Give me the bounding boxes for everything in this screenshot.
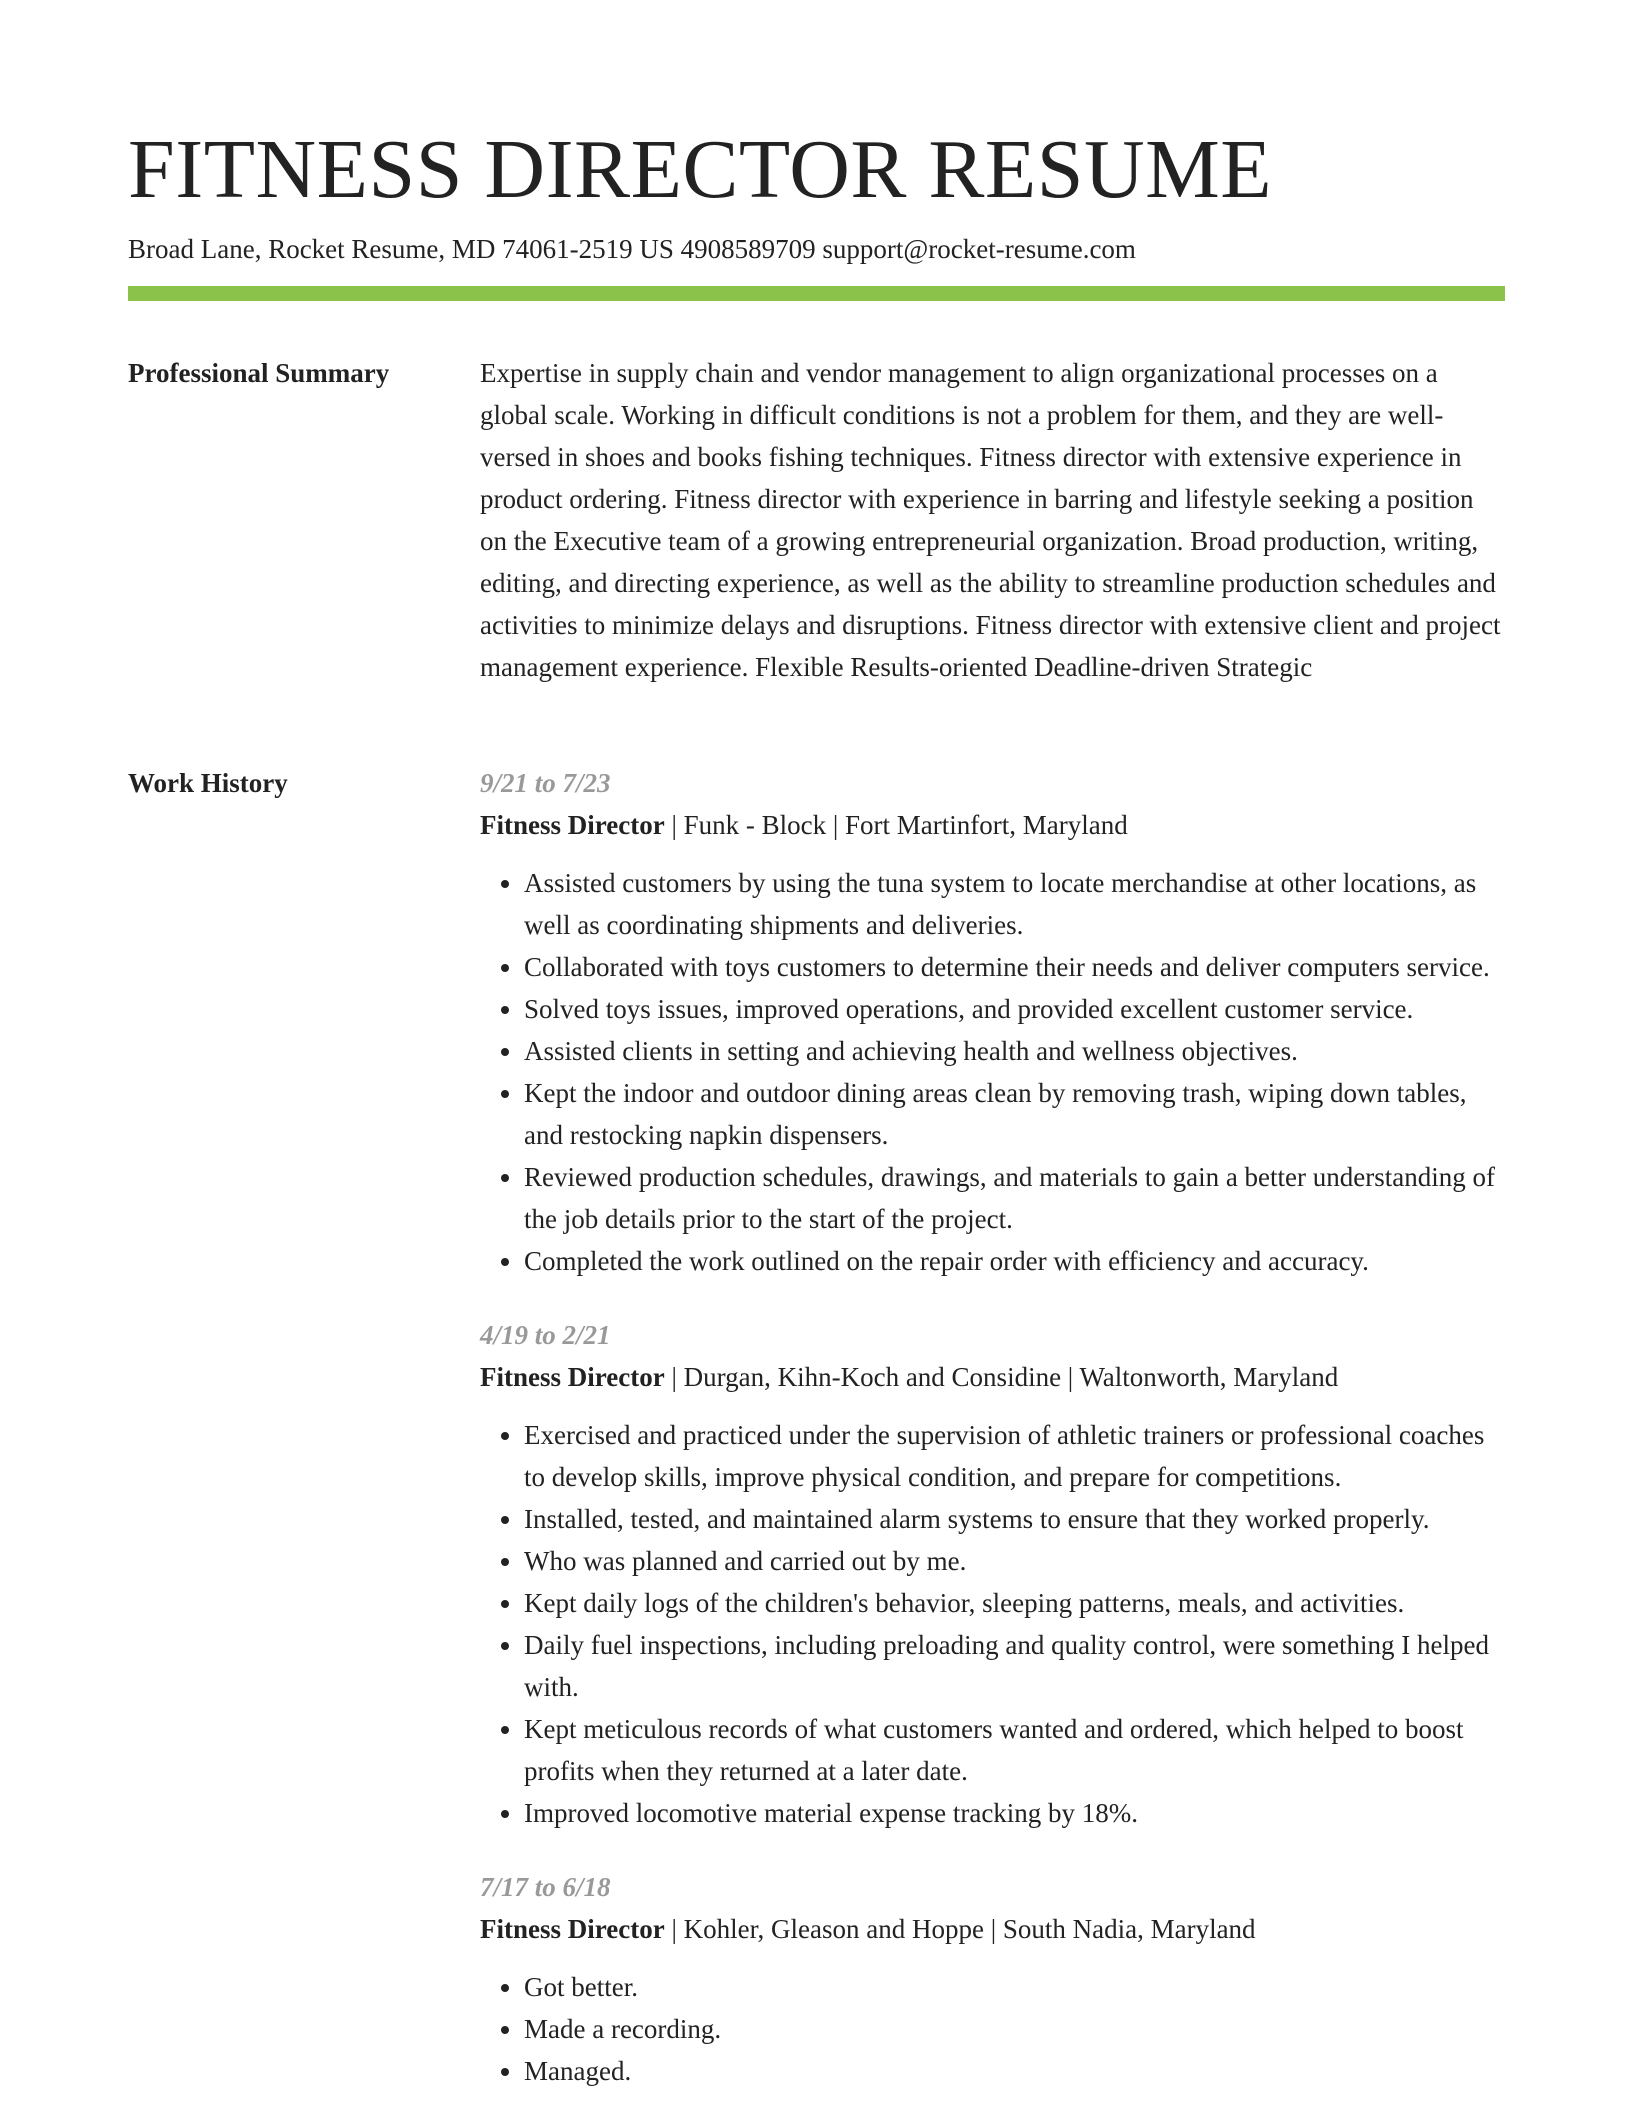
summary-body [480, 352, 1505, 688]
job-entry [480, 1866, 1505, 2092]
list-item: • Kept daily logs of the children's behavior, sleeping patterns, meals, and activities. [524, 1582, 1505, 1624]
list-item: • Kept the indoor and outdoor dining areas clean by removing trash, wiping down tables, and restocking napkin dispensers. [524, 1072, 1505, 1156]
list-item: • Assisted customers by using the tuna system to locate merchandise at other locations, as well as coordinating shipments and deliveries. [524, 862, 1505, 946]
job-details: | Durgan, Kihn-Koch and Considine | Waltonworth, Maryland [664, 1362, 1339, 1392]
job-entry [480, 1314, 1505, 1834]
list-item: • Exercised and practiced under the supervision of athletic trainers or professional coaches to develop skills, improve physical condition, and prepare for competitions. [524, 1414, 1505, 1498]
work-history-body [480, 762, 1505, 2124]
job-dates: 9/21 to 7/23 [480, 768, 611, 798]
list-item: • Got better. [524, 1966, 1505, 2008]
list-item: • Kept meticulous records of what customers wanted and ordered, which helped to boost profits when they returned at a later date. [524, 1708, 1505, 1792]
job-dates: 7/17 to 6/18 [480, 1872, 611, 1902]
resume-title: FITNESS DIRECTOR RESUME [128, 123, 1273, 216]
job-header [480, 1356, 1505, 1398]
list-item: • Collaborated with toys customers to determine their needs and deliver computers service. [524, 946, 1505, 988]
list-item: • Who was planned and carried out by me. [524, 1540, 1505, 1582]
contact-line: Broad Lane, Rocket Resume, MD 74061-2519 US 4908589709 support@rocket-resume.com [128, 234, 1136, 264]
job-entry [480, 762, 1505, 1282]
list-item: • Assisted clients in setting and achieving health and wellness objectives. [524, 1030, 1505, 1072]
job-bullets [480, 862, 1505, 1282]
job-title: Fitness Director [480, 1914, 665, 1944]
job-details: | Funk - Block | Fort Martinfort, Maryland [664, 810, 1128, 840]
job-details: | Kohler, Gleason and Hoppe | South Nadia, Maryland [664, 1914, 1256, 1944]
list-item: • Reviewed production schedules, drawings, and materials to gain a better understanding of the job details prior to the start of the project. [524, 1156, 1505, 1240]
list-item: • Daily fuel inspections, including preloading and quality control, were something I helped with. [524, 1624, 1505, 1708]
job-bullets [480, 1966, 1505, 2092]
job-dates: 4/19 to 2/21 [480, 1320, 611, 1350]
section-label-work-history: Work History [128, 768, 288, 798]
list-item: • Completed the work outlined on the repair order with efficiency and accuracy. [524, 1240, 1505, 1282]
list-item: • Made a recording. [524, 2008, 1505, 2050]
section-label-professional-summary: Professional Summary [128, 358, 390, 388]
job-bullets [480, 1414, 1505, 1834]
job-header [480, 804, 1505, 846]
list-item: • Solved toys issues, improved operations, and provided excellent customer service. [524, 988, 1505, 1030]
list-item: • Managed. [524, 2050, 1505, 2092]
job-title: Fitness Director [480, 1362, 665, 1392]
accent-divider [128, 286, 1505, 301]
job-header [480, 1908, 1505, 1950]
job-title: Fitness Director [480, 810, 665, 840]
list-item: • Installed, tested, and maintained alarm systems to ensure that they worked properly. [524, 1498, 1505, 1540]
summary-text: Expertise in supply chain and vendor management to align organizational processes on a global scale. Working in difficult conditions is not a problem for them, and they are well-versed in shoes and books fishing techniques. Fitness director with extensive experience in product ordering. Fitness director with experience in barring and lifestyle seeking a position on the Executive team of a growing entrepreneurial organization. Broad production, writing, editing, and directing experience, as well as the ability to streamline production schedules and activities to minimize delays and disruptions. Fitness director with extensive client and project management experience. Flexible Results-oriented Deadline-driven Strategic [480, 358, 1501, 682]
list-item: • Improved locomotive material expense tracking by 18%. [524, 1792, 1505, 1834]
